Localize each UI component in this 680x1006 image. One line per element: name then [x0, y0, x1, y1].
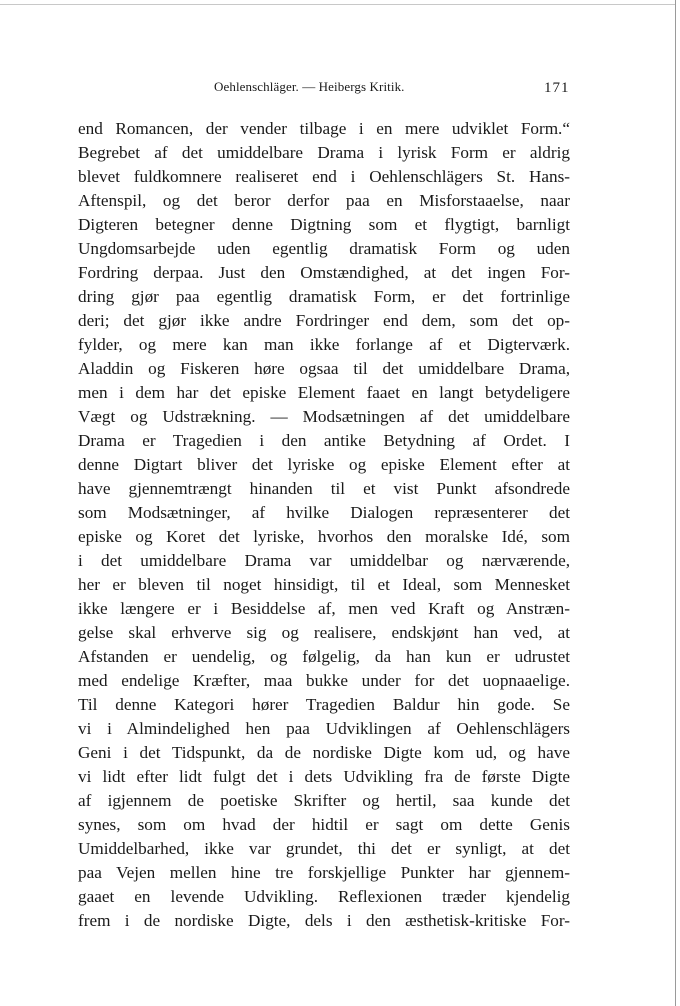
- text-line: blevet fuldkomnere realiseret end i Oehlenschlägers St. Hans-: [78, 167, 570, 186]
- running-header-title: Oehlenschläger. — Heibergs Kritik.: [214, 79, 405, 94]
- text-line: af igjennem de poetiske Skrifter og hertil, saa kunde det: [78, 791, 570, 810]
- text-line: vi i Almindelighed hen paa Udviklingen af Oehlenschlägers: [78, 719, 570, 738]
- text-line: synes, som om hvad der hidtil er sagt om dette Genis: [78, 815, 570, 834]
- page-number: 171: [544, 80, 570, 96]
- text-line: Digteren betegner denne Digtning som et flygtigt, barnligt: [78, 215, 570, 234]
- text-line: Vægt og Udstrækning. — Modsætningen af det umiddelbare: [78, 407, 570, 426]
- page-top-edge: [0, 4, 676, 5]
- text-line: med endelige Kræfter, maa bukke under for det uopnaaelige.: [78, 671, 570, 690]
- text-line: ikke længere er i Besiddelse af, men ved Kraft og Anstræn-: [78, 599, 570, 618]
- text-line: Drama er Tragedien i den antike Betydning af Ordet. I: [78, 431, 570, 450]
- text-line: Begrebet af det umiddelbare Drama i lyrisk Form er aldrig: [78, 143, 570, 162]
- text-line: gaaet en levende Udvikling. Reflexionen træder kjendelig: [78, 887, 570, 906]
- text-line: i det umiddelbare Drama var umiddelbar og nærværende,: [78, 551, 570, 570]
- text-line: gelse skal erhverve sig og realisere, endskjønt han ved, at: [78, 623, 570, 642]
- text-line: deri; det gjør ikke andre Fordringer end dem, som det op-: [78, 311, 570, 330]
- text-line: have gjennemtrængt hinanden til et vist Punkt afsondrede: [78, 479, 570, 498]
- text-line: Afstanden er uendelig, og følgelig, da han kun er udrustet: [78, 647, 570, 666]
- text-line: men i dem har det episke Element faaet en langt betydeligere: [78, 383, 570, 402]
- text-line: Aladdin og Fiskeren høre ogsaa til det umiddelbare Drama,: [78, 359, 570, 378]
- text-line: Til denne Kategori hører Tragedien Baldur hin gode. Se: [78, 695, 570, 714]
- text-line: Ungdomsarbejde uden egentlig dramatisk Form og uden: [78, 239, 570, 258]
- text-line: paa Vejen mellen hine tre forskjellige Punkter har gjennem-: [78, 863, 570, 882]
- text-line: end Romancen, der vender tilbage i en mere udviklet Form.“: [78, 119, 570, 138]
- page-right-edge: [675, 0, 676, 1006]
- text-line: vi lidt efter lidt fulgt det i dets Udvikling fra de første Digte: [78, 767, 570, 786]
- text-line: dring gjør paa egentlig dramatisk Form, er det fortrinlige: [78, 287, 570, 306]
- text-line: episke og Koret det lyriske, hvorhos den moralske Idé, som: [78, 527, 570, 546]
- text-line: Umiddelbarhed, ikke var grundet, thi det er synligt, at det: [78, 839, 570, 858]
- text-line: fylder, og mere kan man ikke forlange af et Digterværk.: [78, 335, 570, 354]
- text-line: frem i de nordiske Digte, dels i den æsthetisk-kritiske For-: [78, 911, 570, 930]
- text-line: Fordring derpaa. Just den Omstændighed, at det ingen For-: [78, 263, 570, 282]
- text-line: Aftenspil, og det beror derfor paa en Misforstaaelse, naar: [78, 191, 570, 210]
- text-line: denne Digtart bliver det lyriske og episke Element efter at: [78, 455, 570, 474]
- body-text: [78, 117, 570, 933]
- text-line: som Modsætninger, af hvilke Dialogen repræsenterer det: [78, 503, 570, 522]
- text-line: Geni i det Tidspunkt, da de nordiske Digte kom ud, og have: [78, 743, 570, 762]
- text-line: her er bleven til noget hinsidigt, til et Ideal, som Mennesket: [78, 575, 570, 594]
